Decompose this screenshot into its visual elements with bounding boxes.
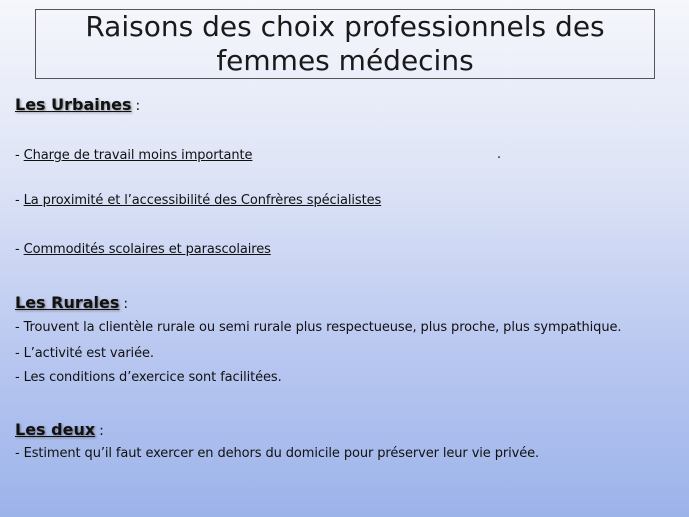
section-heading-rurales (15, 293, 128, 312)
list-item-text: La proximité et l’accessibilité des Confrères spécialistes (23, 193, 382, 208)
section-heading-colon: : (123, 296, 129, 312)
list-item-text: Commodités scolaires et parascolaires (23, 242, 271, 257)
section-heading-urbaines (15, 95, 140, 114)
list-item-charge-travail (15, 148, 252, 163)
section-heading-colon: : (135, 98, 141, 114)
list-item-text: Charge de travail moins importante (23, 148, 253, 163)
section-heading-label: Les Rurales (15, 293, 120, 312)
list-item-text: - Estiment qu’il faut exercer en dehors du domicile pour préserver leur vie privée. (15, 446, 540, 461)
list-item-activite (15, 346, 154, 361)
trailing-period: . (497, 147, 502, 162)
list-item-domicile (15, 446, 539, 461)
list-item-dash: - (15, 242, 24, 257)
list-item-conditions (15, 370, 282, 385)
section-heading-deux (15, 420, 104, 439)
list-item-text: - L’activité est variée. (15, 346, 154, 361)
list-item-commodites (15, 242, 271, 257)
slide-title (35, 9, 655, 79)
slide-title-line-1: Raisons des choix professionnels des (85, 10, 605, 43)
list-item-dash: - (15, 148, 24, 163)
slide-title-line-2: femmes médecins (216, 44, 474, 77)
section-heading-colon: : (99, 423, 104, 439)
list-item-clientele (15, 320, 621, 335)
section-heading-label: Les deux (15, 420, 96, 439)
list-item-text: - Trouvent la clientèle rurale ou semi rurale plus respectueuse, plus proche, plus sympathique. (15, 320, 622, 335)
list-item-text: - Les conditions d’exercice sont facilitées. (15, 370, 282, 385)
section-heading-label: Les Urbaines (15, 95, 132, 114)
list-item-dash: - (15, 193, 24, 208)
list-item-proximite (15, 193, 381, 208)
